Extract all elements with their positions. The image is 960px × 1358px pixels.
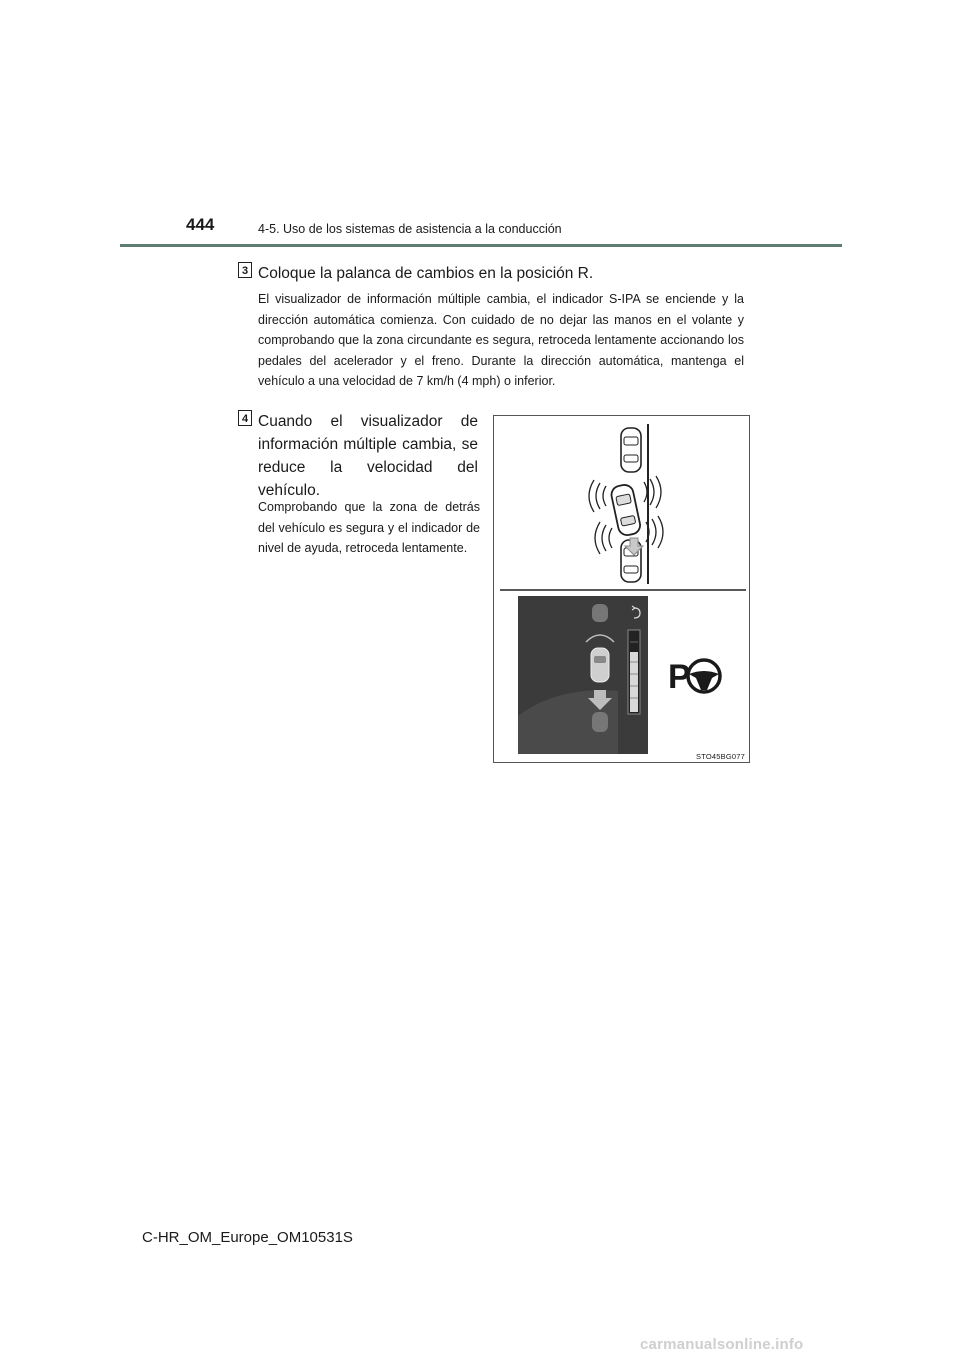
s-ipa-indicator-letter: P xyxy=(668,658,691,696)
step-4-body: Comprobando que la zona de detrás del vehículo es segura y el indicador de nivel de ayuda, retroceda lentamente. xyxy=(258,500,480,556)
step-number-4: 4 xyxy=(238,410,252,426)
steering-wheel-icon xyxy=(688,660,720,692)
header-divider xyxy=(120,244,842,247)
watermark: carmanualsonline.info xyxy=(640,1336,804,1353)
figure-code: STO45BG077 xyxy=(696,752,745,761)
parking-diagram xyxy=(494,416,751,764)
document-id: C-HR_OM_Europe_OM10531S xyxy=(142,1229,353,1246)
step-3-heading: Coloque la palanca de cambios en la posición R. xyxy=(258,265,594,282)
page-number: 444 xyxy=(186,215,215,234)
parking-assist-illustration xyxy=(493,415,750,763)
section-title: 4-5. Uso de los sistemas de asistencia a la conducción xyxy=(258,222,562,236)
step-number-3: 3 xyxy=(238,262,252,278)
step-3-body: El visualizador de información múltiple cambia, el indicador S-IPA se enciende y la dirección automática comienza. Con cuidado de no dejar las manos en el volante y comprobando que la zona circundante es segura, retroceda lentamente accionando los pedales del acelerador y el freno. Durante la dirección automática, mantenga el vehículo a una velocidad de 7 km/h (4 mph) o inferior. xyxy=(258,292,744,389)
step-4-heading: Cuando el visualizador de información múltiple cambia, se reduce la velocidad del vehículo. xyxy=(258,413,478,499)
reversing-car-icon xyxy=(610,483,642,536)
parked-car-front-icon xyxy=(621,428,641,472)
